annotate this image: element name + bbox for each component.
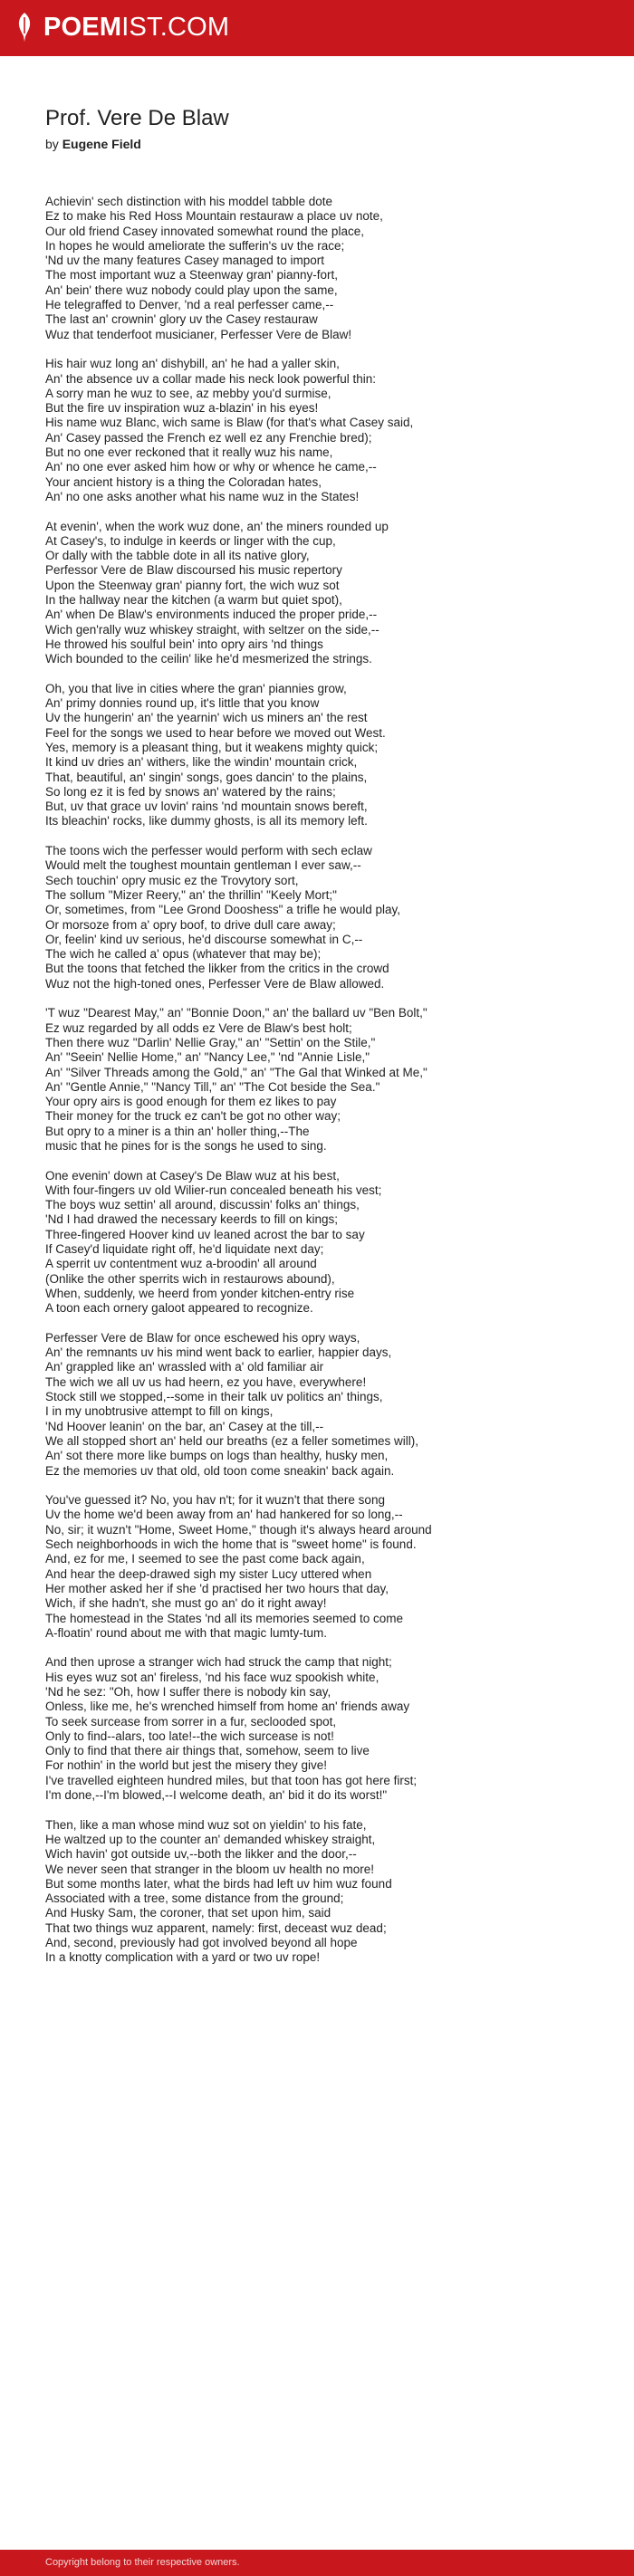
- poem-line: At Casey's, to indulge in keerds or linger with the cup,: [45, 533, 336, 548]
- poem-line: His eyes wuz sot an' fireless, 'nd his face wuz spookish white,: [45, 1670, 379, 1684]
- poem-line: His name wuz Blanc, wich same is Blaw (for that's what Casey said,: [45, 416, 414, 430]
- poem-line: (Onlike the other sperrits wich in restaurows abound),: [45, 1271, 335, 1286]
- poem-line: A sorry man he wuz to see, az mebby you'd surmise,: [45, 386, 331, 400]
- poem-line: An' the absence uv a collar made his neck look powerful thin:: [45, 371, 377, 386]
- poem-line: Feel for the songs we used to hear before we moved out West.: [45, 725, 386, 740]
- poem-line: Then there wuz "Darlin' Nellie Gray," an' "Settin' on the Stile,": [45, 1035, 376, 1049]
- byline-label: by: [45, 137, 59, 151]
- poem-line: Oh, you that live in cities where the gran' piannies grow,: [45, 681, 347, 695]
- poem-line: music that he pines for is the songs he used to sing.: [45, 1139, 327, 1153]
- poem-line: The toons wich the perfesser would perform with sech eclaw: [45, 844, 372, 858]
- poem-line: Wich havin' got outside uv,--both the likker and the door,--: [45, 1847, 357, 1862]
- poem-line: An' "Gentle Annie," "Nancy Till," an' "The Cot beside the Sea.": [45, 1079, 380, 1094]
- poem-line: Only to find--alars, too late!--the wich surcease is not!: [45, 1729, 334, 1743]
- poem-line: 'T wuz "Dearest May," an' "Bonnie Doon," an' the ballard uv "Ben Bolt,": [45, 1006, 427, 1020]
- poem-line: In hopes he would ameliorate the sufferin's uv the race;: [45, 238, 345, 253]
- poem-line: Only to find that there air things that, somehow, seem to live: [45, 1744, 370, 1758]
- poem-line: Or, feelin' kind uv serious, he'd discourse somewhat in C,--: [45, 932, 363, 946]
- poem-line: Upon the Steenway gran' pianny fort, the wich wuz sot: [45, 578, 340, 592]
- poem-line: Associated with a tree, some distance from the ground;: [45, 1891, 344, 1906]
- poem-line: That two things wuz apparent, namely: first, deceast wuz dead;: [45, 1920, 387, 1935]
- stanza: [45, 1818, 598, 1966]
- poem-line: An' "Seein' Nellie Home," an' "Nancy Lee," 'nd "Annie Lisle,": [45, 1050, 370, 1065]
- poem-line: I'm done,--I'm blowed,--I welcome death, an' bid it do its worst!": [45, 1788, 388, 1803]
- poem-line: The boys wuz settin' all around, discussin' folks an' things,: [45, 1198, 360, 1212]
- poem-line: The homestead in the States 'nd all its memories seemed to come: [45, 1611, 404, 1625]
- site-footer: [0, 2550, 634, 2576]
- poem-line: Ez to make his Red Hoss Mountain restauraw a place uv note,: [45, 209, 383, 224]
- poem-line: If Casey'd liquidate right off, he'd liquidate next day;: [45, 1242, 324, 1257]
- poem-line: Achievin' sech distinction with his moddel tabble dote: [45, 195, 333, 208]
- stanza: [45, 195, 598, 342]
- poem-line: Then, like a man whose mind wuz sot on yieldin' to his fate,: [45, 1817, 367, 1832]
- poem-line: We never seen that stranger in the bloom uv health no more!: [45, 1862, 374, 1876]
- poem-line: 'Nd uv the many features Casey managed to import: [45, 254, 324, 268]
- poem-line: His hair wuz long an' dishybill, an' he had a yaller skin,: [45, 357, 340, 371]
- poem-line: Its bleachin' rocks, like dummy ghosts, is all its memory left.: [45, 814, 368, 828]
- poem-line: A-floatin' round about me with that magic lumty-tum.: [45, 1625, 327, 1640]
- poem-line: And, ez for me, I seemed to see the past come back again,: [45, 1552, 365, 1566]
- poem-line: One evenin' down at Casey's De Blaw wuz at his best,: [45, 1168, 340, 1183]
- poem-line: 'Nd he sez: "Oh, how I suffer there is nobody kin say,: [45, 1684, 331, 1699]
- poem-line: The wich he called a' opus (whatever that may be);: [45, 947, 322, 962]
- poem-line: He telegraffed to Denver, 'nd a real perfesser came,--: [45, 298, 334, 312]
- poem-line: But, uv that grace uv lovin' rains 'nd mountain snows bereft,: [45, 800, 368, 814]
- poem-line: And then uprose a stranger wich had struck the camp that night;: [45, 1655, 392, 1670]
- logo-wordmark: [43, 12, 229, 43]
- poem-line: Wich gen'rally wuz whiskey straight, with seltzer on the side,--: [45, 622, 379, 637]
- poem-line: Her mother asked her if she 'd practised her two hours that day,: [45, 1581, 389, 1595]
- poem-line: Sech touchin' opry music ez the Trovytory sort,: [45, 873, 299, 887]
- poem-line: At evenin', when the work wuz done, an' the miners rounded up: [45, 519, 389, 533]
- poem-line: Our old friend Casey innovated somewhat round the place,: [45, 224, 364, 238]
- copyright-text: Copyright belong to their respective owners.: [45, 2557, 240, 2568]
- poem-line: Wich, if she hadn't, she must go an' do it right away!: [45, 1596, 327, 1611]
- stanza: [45, 357, 598, 504]
- poem-line: An' bein' there wuz nobody could play upon the same,: [45, 282, 338, 297]
- poem-line: The most important wuz a Steenway gran' pianny-fort,: [45, 268, 338, 282]
- poem-line: And, second, previously had got involved beyond all hope: [45, 1936, 358, 1950]
- poem-line: You've guessed it? No, you hav n't; for it wuzn't that there song: [45, 1493, 385, 1508]
- poem-line: Or morsoze from a' opry boof, to drive dull care away;: [45, 917, 336, 932]
- stanza: [45, 1006, 598, 1154]
- poem-line: Or, sometimes, from "Lee Grond Dooshess" a trifle he would play,: [45, 903, 401, 917]
- poem-line: The wich we all uv us had heern, ez you have, everywhere!: [45, 1374, 367, 1389]
- poem-line: Wich bounded to the ceilin' like he'd mesmerized the strings.: [45, 652, 372, 666]
- poem-line: An' sot there more like bumps on logs than healthy, husky men,: [45, 1449, 389, 1463]
- author-link[interactable]: Eugene Field: [62, 137, 141, 151]
- poem-title: Prof. Vere De Blaw: [45, 106, 229, 130]
- poem-line: To seek surcease from sorrer in a fur, seclooded spot,: [45, 1714, 337, 1729]
- poem-line: In the hallway near the kitchen (a warm but quiet spot),: [45, 593, 342, 608]
- poem-line: Your opry airs is good enough for them ez likes to pay: [45, 1095, 337, 1109]
- poem-line: An' no one asks another what his name wuz in the States!: [45, 489, 360, 503]
- poem-line: Wuz not the high-toned ones, Perfesser Vere de Blaw allowed.: [45, 976, 385, 991]
- poem-line: But the fire uv inspiration wuz a-blazin' in his eyes!: [45, 401, 319, 416]
- poem-line: So long ez it is fed by snows an' watered by the rains;: [45, 784, 336, 799]
- poem-line: For nothin' in the world but jest the misery they give!: [45, 1758, 327, 1773]
- quill-pen-icon: [14, 12, 34, 43]
- poem-line: Ez the memories uv that old, old toon come sneakin' back again.: [45, 1463, 395, 1478]
- stanza: [45, 520, 598, 667]
- poem-line: An' "Silver Threads among the Gold," an' "The Gal that Winked at Me,": [45, 1065, 427, 1079]
- poem-line: We all stopped short an' held our breaths (ez a feller sometimes will),: [45, 1433, 419, 1448]
- poem-line: A sperrit uv contentment wuz a-broodin' all around: [45, 1257, 317, 1271]
- poem-line: And Husky Sam, the coroner, that set upon him, said: [45, 1906, 331, 1920]
- poem-line: Uv the home we'd been away from an' had hankered for so long,--: [45, 1508, 403, 1522]
- poem-body: [45, 195, 598, 1966]
- poem-line: That, beautiful, an' singin' songs, goes dancin' to the plains,: [45, 770, 368, 784]
- poem-line: Their money for the truck ez can't be got no other way;: [45, 1109, 341, 1124]
- poem-line: And hear the deep-drawed sigh my sister Lucy uttered when: [45, 1566, 372, 1581]
- poem-line: Sech neighborhoods in wich the home that is "sweet home" is found.: [45, 1537, 417, 1552]
- stanza: [45, 1331, 598, 1479]
- poem-line: An' Casey passed the French ez well ez any Frenchie bred);: [45, 430, 372, 445]
- poem-line: 'Nd I had drawed the necessary keerds to fill on kings;: [45, 1212, 338, 1227]
- poem-line: Your ancient history is a thing the Coloradan hates,: [45, 474, 322, 489]
- poem-line: Onless, like me, he's wrenched himself from home an' friends away: [45, 1700, 410, 1714]
- poem-line: Uv the hungerin' an' the yearnin' wich us miners an' the rest: [45, 711, 368, 725]
- poem-line: Wuz that tenderfoot musicianer, Perfesser Vere de Blaw!: [45, 327, 352, 341]
- logo-text-bold: POEM: [43, 13, 122, 42]
- poem-line: Would melt the toughest mountain gentleman I ever saw,--: [45, 858, 361, 873]
- poem-line: I in my unobtrusive attempt to fill on kings,: [45, 1404, 274, 1419]
- poem-line: But opry to a miner is a thin an' holler thing,--The: [45, 1124, 310, 1138]
- site-logo[interactable]: [14, 12, 229, 43]
- poem-line: Yes, memory is a pleasant thing, but it weakens mighty quick;: [45, 740, 379, 754]
- poem-line: A toon each ornery galoot appeared to recognize.: [45, 1301, 313, 1316]
- poem-line: Or dally with the tabble dote in all its native glory,: [45, 549, 310, 563]
- poem-line: But no one ever reckoned that it really wuz his name,: [45, 445, 333, 460]
- poem-line: In a knotty complication with a yard or two uv rope!: [45, 1950, 321, 1965]
- poem-line: An' no one ever asked him how or why or whence he came,--: [45, 460, 377, 474]
- poem-line: He waltzed up to the counter an' demanded whiskey straight,: [45, 1832, 376, 1846]
- poem-line: But the toons that fetched the likker from the critics in the crowd: [45, 962, 389, 976]
- poem-line: But some months later, what the birds had left uv him wuz found: [45, 1876, 392, 1891]
- stanza: [45, 1493, 598, 1641]
- poem-line: The sollum "Mizer Reery," an' the thrillin' "Keely Mort;": [45, 887, 337, 902]
- poem-line: He throwed his soulful bein' into opry airs 'nd things: [45, 637, 323, 651]
- poem-line: It kind uv dries an' withers, like the windin' mountain crick,: [45, 755, 358, 770]
- stanza: [45, 1655, 598, 1803]
- logo-text-rest: IST.COM: [121, 13, 230, 42]
- site-header: [0, 0, 634, 56]
- poem-line: The last an' crownin' glory uv the Casey restauraw: [45, 312, 318, 327]
- stanza: [45, 682, 598, 829]
- poem-line: An' grappled like an' wrassled with a' old familiar air: [45, 1360, 324, 1374]
- poem-line: Perfessor Vere de Blaw discoursed his music repertory: [45, 563, 342, 578]
- poem-line: Three-fingered Hoover kind uv leaned acrost the bar to say: [45, 1227, 365, 1241]
- poem-line: No, sir; it wuzn't "Home, Sweet Home," though it's always heard around: [45, 1522, 432, 1537]
- byline: [45, 135, 598, 153]
- poem-line: Ez wuz regarded by all odds ez Vere de Blaw's best holt;: [45, 1020, 352, 1035]
- poem-line: 'Nd Hoover leanin' on the bar, an' Casey at the till,--: [45, 1419, 324, 1433]
- poem-content: [45, 105, 598, 1980]
- poem-line: With four-fingers uv old Wilier-run concealed beneath his vest;: [45, 1183, 382, 1197]
- poem-line: An' the remnants uv his mind went back to earlier, happier days,: [45, 1345, 392, 1360]
- poem-line: An' when De Blaw's environments induced the proper pride,--: [45, 608, 378, 622]
- stanza: [45, 1169, 598, 1317]
- poem-line: Perfesser Vere de Blaw for once eschewed his opry ways,: [45, 1330, 360, 1345]
- poem-line: Stock still we stopped,--some in their talk uv politics an' things,: [45, 1390, 383, 1404]
- poem-line: When, suddenly, we heerd from yonder kitchen-entry rise: [45, 1286, 355, 1300]
- poem-line: I've travelled eighteen hundred miles, but that toon has got here first;: [45, 1773, 418, 1787]
- stanza: [45, 844, 598, 991]
- poem-line: An' primy donnies round up, it's little that you know: [45, 696, 320, 711]
